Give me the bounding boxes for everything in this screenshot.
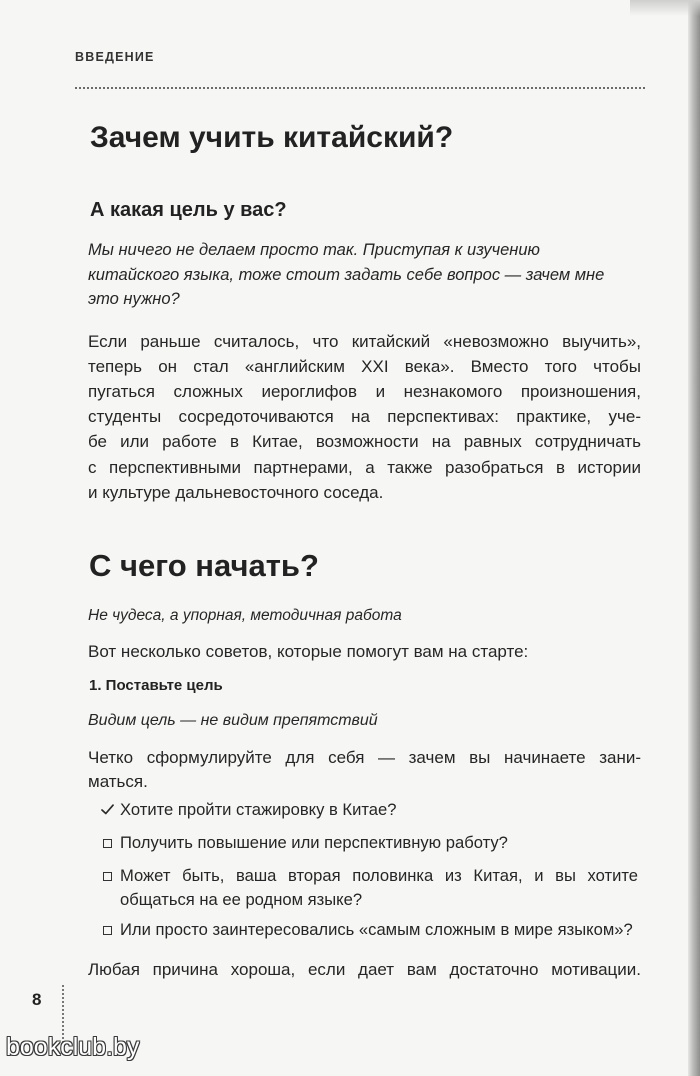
paragraph-line: бе или работе в Китае, возможности на равных сотрудничать <box>88 432 641 452</box>
step-title: 1. Поставьте цель <box>89 677 223 694</box>
section-title: Зачем учить китайский? <box>90 121 454 154</box>
paragraph-line: китайского языка, тоже стоит задать себе вопрос — зачем мне <box>88 265 605 284</box>
checklist-item-text: Может быть, ваша вторая половинка из Китая, и вы хотите <box>120 866 638 885</box>
paragraph-line: Любая причина хороша, если дает вам достаточно мотивации. <box>88 960 641 979</box>
watermark: bookclub.by <box>6 1033 140 1061</box>
checkbox-icon <box>103 872 112 881</box>
checklist-item <box>100 918 641 942</box>
scan-corner-shadow <box>630 0 700 16</box>
paragraph-line: и культуре дальневосточного соседа. <box>88 482 384 502</box>
lead-line: Видим цель — не видим препятствий <box>88 712 378 729</box>
paragraph-line: теперь он стал «английским XXI века». Вместо того чтобы <box>88 356 641 376</box>
checkbox-icon <box>103 926 112 935</box>
checklist-item <box>100 864 641 912</box>
scan-edge <box>688 0 700 1076</box>
running-head: ВВЕДЕНИЕ <box>75 50 155 64</box>
checklist-item-text: Получить повышение или перспективную работу? <box>120 833 508 852</box>
step-body-paragraph <box>88 746 641 794</box>
checklist-item-text: Хотите пройти стажировку в Китае? <box>120 800 397 819</box>
paragraph-line: Вот несколько советов, которые помогут вам на старте: <box>88 641 529 661</box>
paragraph-line: с перспективными партнерами, а также разобраться в истории <box>88 457 641 477</box>
paragraph-line: пугаться сложных иероглифов и незнакомого произношения, <box>88 381 641 401</box>
body-paragraph <box>88 329 641 505</box>
paragraph-line: маться. <box>88 772 148 791</box>
checklist-item-text: Или просто заинтересовались «самым сложным в мире языком»? <box>120 920 633 939</box>
checklist-item <box>100 831 641 855</box>
page-number: 8 <box>32 990 42 1009</box>
header-dotted-rule <box>75 87 645 89</box>
intro-paragraph <box>88 639 641 664</box>
section-lead <box>88 604 641 628</box>
paragraph-line: студенты сосредоточиваются на перспективах: практике, уче- <box>88 407 641 427</box>
paragraph-line: это нужно? <box>88 290 180 308</box>
checklist-item <box>100 798 641 822</box>
section-title: С чего начать? <box>89 548 319 583</box>
paragraph-line: Мы ничего не делаем просто так. Приступая к изучению <box>88 241 540 259</box>
section-subtitle: А какая цель у вас? <box>90 199 287 221</box>
lead-line: Не чудеса, а упорная, методичная работа <box>88 607 402 624</box>
paragraph-line: Четко сформулируйте для себя — зачем вы начинаете зани- <box>88 748 641 767</box>
paragraph-line: Если раньше считалось, что китайский «невозможно выучить», <box>88 331 641 351</box>
lead-paragraph <box>88 238 641 312</box>
checkbox-icon <box>103 839 112 848</box>
step-lead <box>88 709 641 733</box>
check-icon <box>101 804 114 815</box>
checklist-item-text: общаться на ее родном языке? <box>120 890 363 909</box>
closing-paragraph <box>88 958 641 982</box>
